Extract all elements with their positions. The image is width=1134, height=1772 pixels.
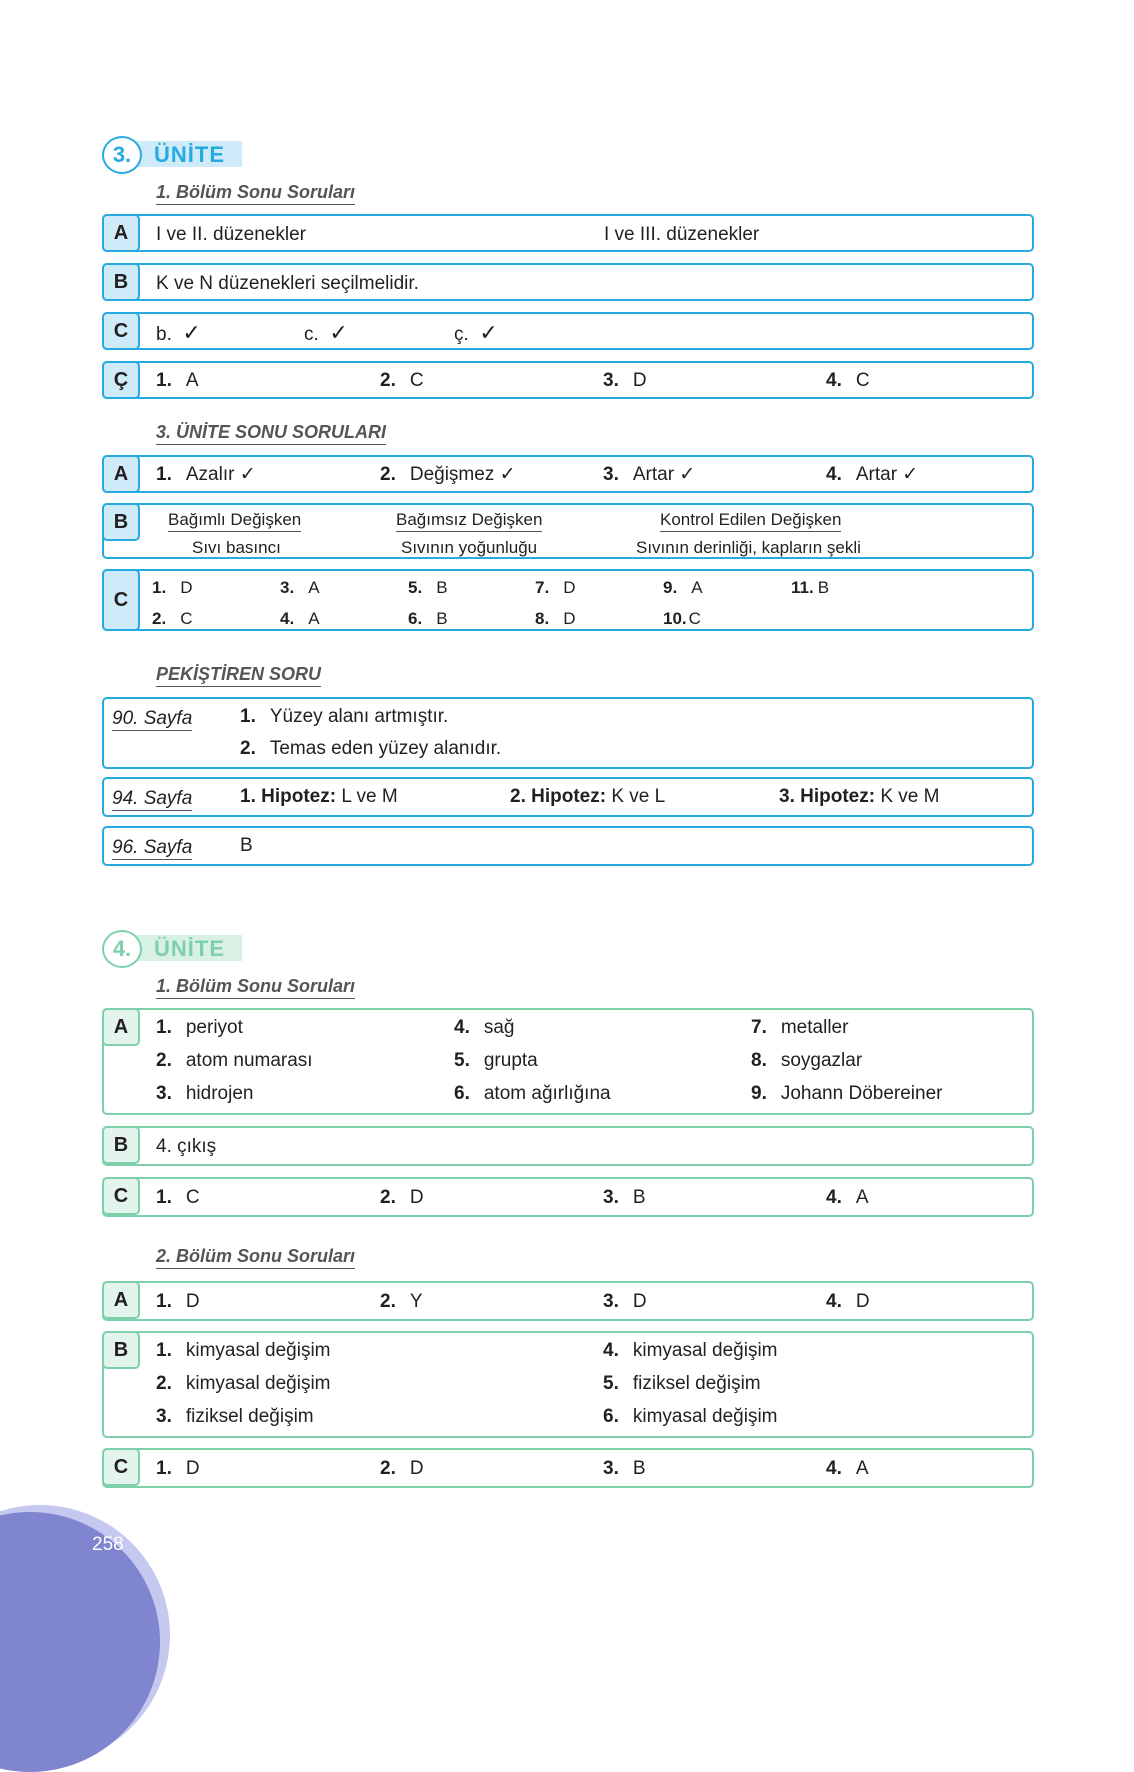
answer-box-b	[102, 1331, 1034, 1438]
box-label: B	[102, 263, 140, 301]
answer-box-c	[102, 1177, 1034, 1217]
section-title: 1. Bölüm Sonu Soruları	[156, 976, 355, 999]
answer-item: 1. C	[156, 1187, 200, 1208]
page-96-box	[102, 826, 1034, 866]
answer-item: 4. D	[826, 1291, 870, 1312]
answer-item: 6. kimyasal değişim	[603, 1406, 778, 1427]
answer-box-a	[102, 214, 1034, 252]
answer-text: I ve III. düzenekler	[604, 224, 760, 245]
answer-item: 5. grupta	[454, 1050, 538, 1071]
page-reference: 90. Sayfa	[112, 708, 193, 729]
answer-item: 4. A	[280, 609, 320, 628]
answer-item: 1. D	[152, 578, 193, 597]
variable-header: Kontrol Edilen Değişken	[660, 509, 841, 531]
answer-item: 3. hidrojen	[156, 1083, 254, 1104]
variable-value: Sıvının yoğunluğu	[401, 538, 538, 557]
answer-item: 1. D	[156, 1458, 200, 1479]
answer-box-b	[102, 1126, 1034, 1166]
answer-item: 1. periyot	[156, 1017, 243, 1038]
answer-item: 3. D	[603, 370, 647, 391]
check-icon: ✓	[329, 320, 348, 345]
answer-item: 7. D	[535, 578, 576, 597]
box-label: A	[102, 455, 140, 493]
answer-text: I ve II. düzenekler	[156, 224, 306, 245]
check-icon: ✓	[479, 320, 498, 345]
answer-text: B	[240, 835, 253, 856]
answer-item: 5. fiziksel değişim	[603, 1373, 761, 1394]
box-label: B	[102, 1331, 140, 1369]
answer-item: 2. Y	[380, 1291, 423, 1312]
box-label: B	[102, 1126, 140, 1164]
section-title: 2. Bölüm Sonu Soruları	[156, 1246, 355, 1269]
answer-item: 3. A	[280, 578, 320, 597]
variable-value: Sıvı basıncı	[192, 538, 281, 557]
answer-item: 6. atom ağırlığına	[454, 1083, 611, 1104]
page-number: 258	[92, 1534, 124, 1555]
answer-item: 4. C	[826, 370, 870, 391]
answer-item: 5. B	[408, 578, 448, 597]
answer-item: 9. Johann Döbereiner	[751, 1083, 943, 1104]
answer-box-a	[102, 1008, 1034, 1115]
answer-item: 6. B	[408, 609, 448, 628]
answer-item: 9. A	[663, 578, 703, 597]
answer-item: 1. A	[156, 370, 199, 391]
answer-item: 2. Temas eden yüzey alanıdır.	[240, 738, 502, 759]
check-icon: ✓	[182, 320, 201, 345]
answer-box-c	[102, 569, 1034, 631]
answer-item: 2. D	[380, 1458, 424, 1479]
section-title: 1. Bölüm Sonu Soruları	[156, 182, 355, 205]
answer-item: 4. Artar ✓	[826, 464, 919, 485]
box-label: A	[102, 1008, 140, 1046]
answer-item: 1. kimyasal değişim	[156, 1340, 331, 1361]
answer-box-c-cedilla	[102, 361, 1034, 399]
answer-item: 3. B	[603, 1187, 646, 1208]
unit-number: 3.	[102, 136, 142, 174]
variable-value: Sıvının derinliği, kapların şekli	[636, 538, 861, 557]
box-label: C	[102, 312, 140, 350]
variable-header: Bağımlı Değişken	[168, 509, 301, 531]
answer-item: 4. sağ	[454, 1017, 515, 1038]
answer-item: 2. D	[380, 1187, 424, 1208]
page-reference: 96. Sayfa	[112, 837, 193, 858]
section-title: PEKİŞTİREN SORU	[156, 664, 321, 687]
answer-box-c	[102, 312, 1034, 350]
section-title: 3. ÜNİTE SONU SORULARI	[156, 422, 386, 445]
answer-item: 1. Yüzey alanı artmıştır.	[240, 706, 449, 727]
answer-text: K ve N düzenekleri seçilmelidir.	[156, 273, 419, 294]
answer-box-b	[102, 503, 1034, 559]
unit-title: ÜNİTE	[120, 935, 242, 961]
answer-item: 2. kimyasal değişim	[156, 1373, 331, 1394]
answer-box-c	[102, 1448, 1034, 1488]
answer-item: 3. fiziksel değişim	[156, 1406, 314, 1427]
check-item: c. ✓	[304, 320, 348, 345]
variable-header: Bağımsız Değişken	[396, 509, 542, 531]
answer-item: 3. B	[603, 1458, 646, 1479]
answer-item: 1. Azalır ✓	[156, 464, 256, 485]
hypothesis-item: 2. Hipotez: K ve L	[510, 786, 666, 807]
box-label: A	[102, 1281, 140, 1319]
hypothesis-item: 3. Hipotez: K ve M	[779, 786, 940, 807]
page-reference: 94. Sayfa	[112, 788, 193, 809]
box-label: B	[102, 503, 140, 541]
answer-item: 4. kimyasal değişim	[603, 1340, 778, 1361]
page-90-box	[102, 697, 1034, 769]
answer-item: 1. D	[156, 1291, 200, 1312]
answer-item: 8. D	[535, 609, 576, 628]
unit-number: 4.	[102, 930, 142, 968]
answer-item: 11. B	[791, 578, 830, 597]
answer-item: 8. soygazlar	[751, 1050, 863, 1071]
answer-item: 2. Değişmez ✓	[380, 464, 516, 485]
answer-item: 4. A	[826, 1458, 869, 1479]
answer-item: 2. C	[380, 370, 424, 391]
check-item: b. ✓	[156, 320, 201, 345]
answer-box-a	[102, 455, 1034, 493]
answer-item: 4. A	[826, 1187, 869, 1208]
hypothesis-item: 1. Hipotez: L ve M	[240, 786, 398, 807]
box-label: Ç	[102, 361, 140, 399]
box-label: C	[102, 1177, 140, 1215]
answer-item: 3. Artar ✓	[603, 464, 696, 485]
check-item: ç. ✓	[454, 320, 498, 345]
answer-item: 10. C	[663, 609, 701, 628]
answer-item: 2. C	[152, 609, 193, 628]
answer-text: 4. çıkış	[156, 1136, 217, 1157]
box-label: C	[102, 569, 140, 631]
answer-item: 7. metaller	[751, 1017, 849, 1038]
page-94-box	[102, 777, 1034, 817]
answer-box-a	[102, 1281, 1034, 1321]
answer-item: 3. D	[603, 1291, 647, 1312]
box-label: A	[102, 214, 140, 252]
answer-box-b	[102, 263, 1034, 301]
box-label: C	[102, 1448, 140, 1486]
unit-title: ÜNİTE	[120, 141, 242, 167]
answer-item: 2. atom numarası	[156, 1050, 313, 1071]
